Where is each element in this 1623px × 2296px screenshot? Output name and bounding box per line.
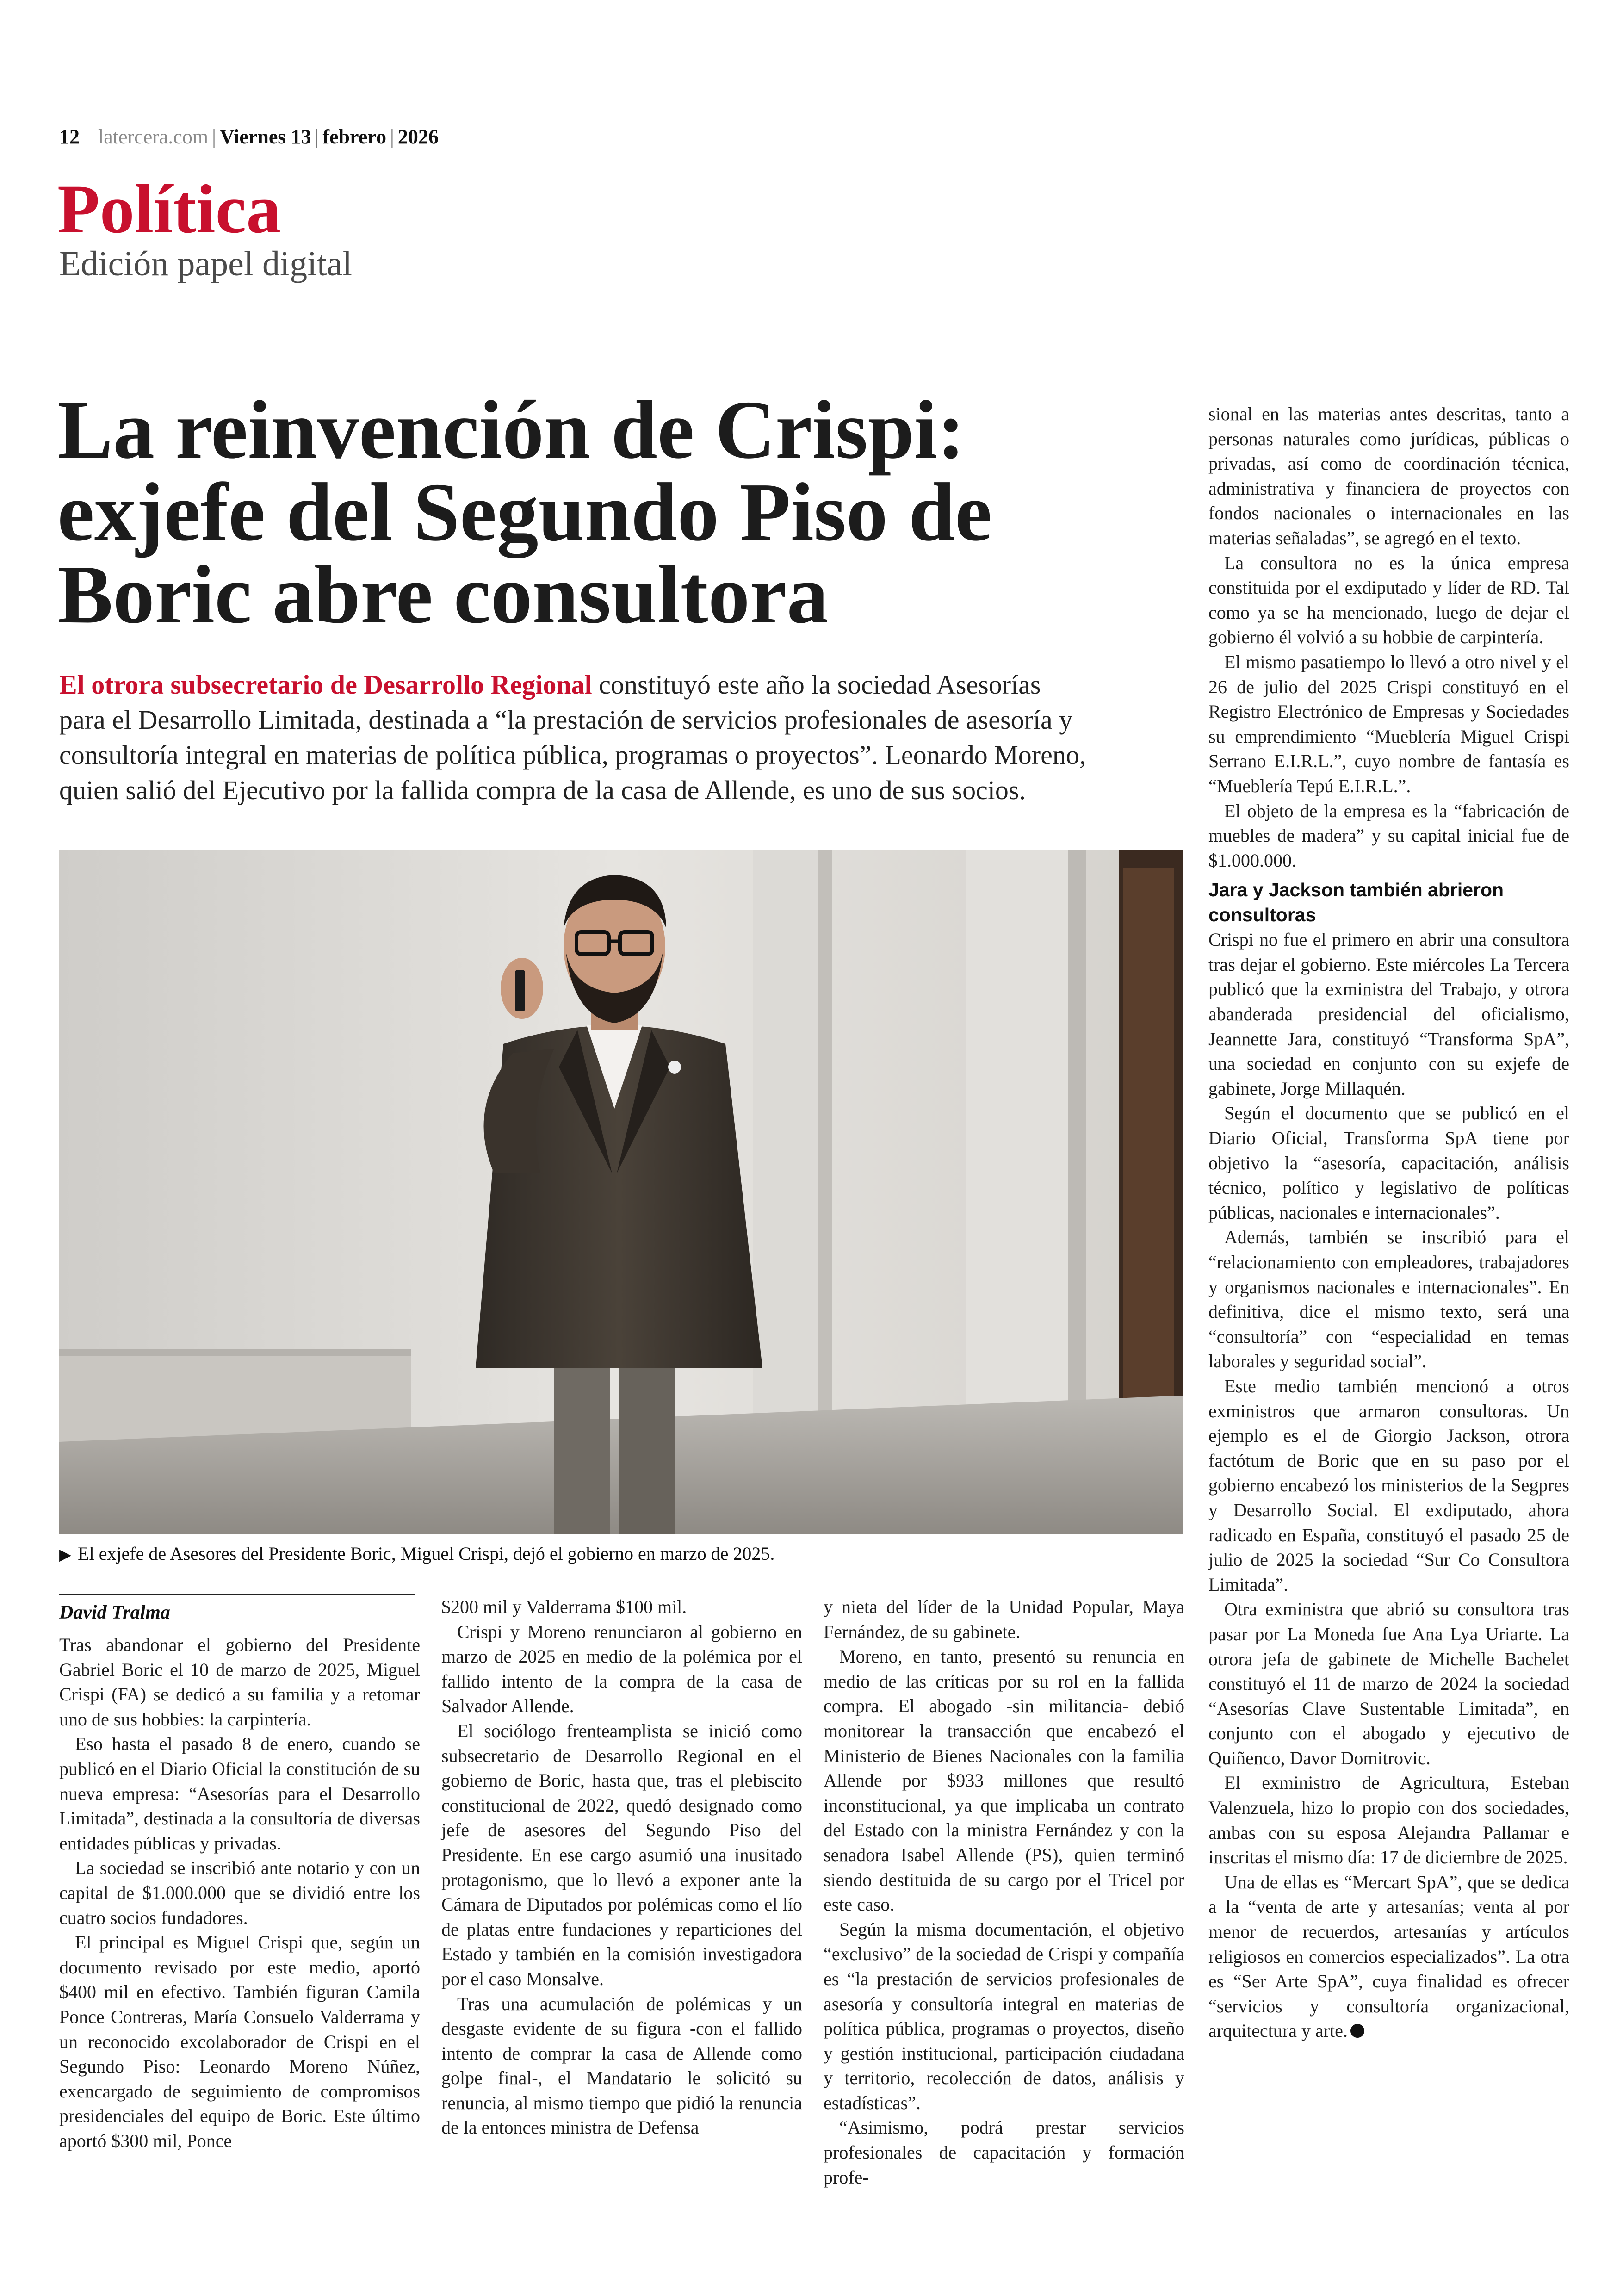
paragraph: Este medio también mencionó a otros exministros que armaron consultoras. Un ejemplo es el de Giorgio Jackson, otrora factótum de Boric que en su paso por el gobierno encabezó los ministerios de la Segpres y Desarrollo Social. El exdiputado, ahora radicado en España, constituyó el pasado 25 de julio de 2025 la sociedad “Sur Co Consultora Limitada”. <box>1208 1375 1569 1595</box>
folio-line <box>59 123 439 151</box>
end-mark-icon <box>1350 2024 1364 2038</box>
body-column-3 <box>824 1595 1184 2190</box>
paragraph: El mismo pasatiempo lo llevó a otro nivel y el 26 de julio del 2025 Crispi constituyó en el Registro Electrónico de Empresas y Sociedades su emprendimiento “Mueblería Miguel Crispi Serrano E.I.R.L.”, cuyo nombre de fantasía es “Mueblería Tepú E.I.R.L.”. <box>1208 651 1569 796</box>
folio-separator: | <box>390 125 394 148</box>
body-column-4 <box>1208 402 1569 2043</box>
deck-lead: El otrora subsecretario de Desarrollo Regional <box>59 670 592 700</box>
paragraph <box>1208 1870 1569 2043</box>
photo-caption <box>59 1541 1183 1568</box>
deck-line: quien salió del Ejecutivo por la fallida compra de la casa de Allende, es uno de sus socios. <box>59 775 1026 805</box>
paragraph: Tras una acumulación de polémicas y un desgaste evidente de su figura -con el fallido intento de comprar la casa de Allende como golpe final-, el Mandatario le solicitó su renuncia, al mismo tiempo que pidió la renuncia de la entonces ministra de Defensa <box>441 1993 802 2138</box>
byline-rule <box>59 1594 415 1595</box>
paragraph: Moreno, en tanto, presentó su renuncia en medio de las críticas por su rol en la fallida compra. El abogado -sin militancia- debió monitorear la transacción que encabezó el Ministerio de Bienes Nacionales con la familia Allende por $933 millones que resultó inconstitucional, ya que implicaba un contrato del Estado con la ministra Fernández y con la senadora Isabel Allende (PS), quien terminó siendo destituida de su cargo por el Tricel por este caso. <box>824 1646 1184 1915</box>
subhead: Jara y Jackson también abrieron consultoras <box>1208 879 1504 926</box>
paragraph: El sociólogo frenteamplista se inició como subsecretario de Desarrollo Regional en el gobierno de Boric, hasta que, tras el plebiscito constitucional de 2022, quedó designado como jefe de asesores del Segundo Piso del Presidente. En ese cargo asumió una inusitado protagonismo, que lo llevó a exponer ante la Cámara de Diputados por polémicas como el lío de platas entre fundaciones y reparticiones del Estado y también en la comisión investigadora por el caso Monsalve. <box>441 1720 802 1989</box>
paragraph: Otra exministra que abrió su consultora tras pasar por La Moneda fue Ana Lya Uriarte. La otrora jefa de gabinete de Michelle Bachelet constituyó el 11 de marzo de 2024 la sociedad “Asesorías Clave Sustentable Limitada”, en conjunto con el abogado y ejecutivo de Quiñenco, Davor Domitrovic. <box>1208 1599 1569 1769</box>
folio-separator: | <box>212 125 216 148</box>
folio-separator: | <box>315 125 319 148</box>
paragraph: $200 mil y Valderrama $100 mil. <box>441 1596 687 1617</box>
paragraph: Crispi no fue el primero en abrir una consultora tras dejar el gobierno. Este miércoles La Tercera publicó que la exministra del Trabajo, y otrora abanderada presidencial del oficialismo, Jeannette Jara, constituyó “Transforma SpA”, una sociedad en conjunto con su exjefe de gabinete, Jorge Millaquén. <box>1208 929 1569 1099</box>
paragraph: y nieta del líder de la Unidad Popular, Maya Fernández, de su gabinete. <box>824 1596 1184 1642</box>
article-headline <box>57 384 1168 640</box>
deck-line: consultoría integral en materias de política pública, programas o proyectos”. Leonardo Moreno, <box>59 740 1086 770</box>
headline-line: La reinvención de Crispi: <box>57 384 965 476</box>
paragraph: Tras abandonar el gobierno del Presidente Gabriel Boric el 10 de marzo de 2025, Miguel Crispi (FA) se dedicó a su familia y a retomar uno de sus hobbies: la carpintería. <box>59 1634 420 1730</box>
article-photo <box>59 850 1183 1534</box>
deck-text: constituyó este año la sociedad Asesorías <box>592 670 1041 700</box>
paragraph: Crispi y Moreno renunciaron al gobierno en marzo de 2025 en medio de la polémica por el fallido intento de la compra de la casa de Salvador Allende. <box>441 1621 802 1717</box>
paragraph: El exministro de Agricultura, Esteban Valenzuela, hizo lo propio con dos sociedades, ambas con su esposa Alejandra Pallamar e inscritas el mismo día: 17 de diciembre de 2025. <box>1208 1772 1569 1868</box>
folio-year: 2026 <box>397 125 439 148</box>
folio-month: febrero <box>322 125 386 148</box>
article-deck <box>59 667 1179 808</box>
headline-line: exjefe del Segundo Piso de <box>57 466 992 558</box>
paragraph: La sociedad se inscribió ante notario y con un capital de $1.000.000 que se dividió entre los cuatro socios fundadores. <box>59 1857 420 1928</box>
section-subtitle: Edición papel digital <box>59 244 353 283</box>
photo-illustration <box>59 850 1183 1534</box>
section-title: Política <box>57 171 281 248</box>
deck-line: para el Desarrollo Limitada, destinada a “la prestación de servicios profesionales de asesoría y <box>59 705 1073 735</box>
caption-text: El exjefe de Asesores del Presidente Boric, Miguel Crispi, dejó el gobierno en marzo de 2025. <box>78 1543 775 1564</box>
paragraph-text: Una de ellas es “Mercart SpA”, que se dedica a la “venta de arte y artesanías; venta al por menor de recuerdos, artesanías y artículos religiosos en comercios especializados”. La otra es “Ser Arte SpA”, cuya finalidad es ofrecer “servicios y consultoría organizacional, arquitectura y arte. <box>1208 1871 1569 2042</box>
paragraph: El objeto de la empresa es la “fabricación de muebles de madera” y su capital inicial fue de $1.000.000. <box>1208 800 1569 871</box>
paragraph: sional en las materias antes descritas, tanto a personas naturales como jurídicas, públicas o privadas, así como de coordinación técnica, administrativa y financiera de proyectos con fondos nacionales o internacionales en las materias señaladas”, se agregó en el texto. <box>1208 403 1569 548</box>
deck-line <box>59 667 1179 702</box>
byline: David Tralma <box>59 1602 170 1623</box>
paragraph: Además, también se inscribió para el “relacionamiento con empleadores, trabajadores y organismos nacionales e internacionales”. En definitiva, dice el mismo texto, será una “consultoría” con “especialidad en temas laborales y seguridad social”. <box>1208 1227 1569 1372</box>
page-number: 12 <box>59 125 80 148</box>
folio-weekday: Viernes 13 <box>219 125 311 148</box>
paragraph: “Asimismo, podrá prestar servicios profesionales de capacitación y formación profe- <box>824 2117 1184 2188</box>
paragraph: Según la misma documentación, el objetivo “exclusivo” de la sociedad de Crispi y compañía es “la prestación de servicios profesionales de asesoría y consultoría integral en materias de política pública, programas o proyectos, diseño y gestión institucional, participación ciudadana y territorio, recolección de datos, análisis y estadísticas”. <box>824 1918 1184 2113</box>
paragraph: La consultora no es la única empresa constituida por el exdiputado y líder de RD. Tal como ya se ha mencionado, luego de dejar el gobierno él volvió a su hobbie de carpintería. <box>1208 552 1569 648</box>
paragraph: El principal es Miguel Crispi que, según un documento revisado por este medio, aportó $400 mil en efectivo. También figuran Camila Ponce Contreras, María Consuelo Valderrama y un reconocido excolaborador de Crispi en el Segundo Piso: Leonardo Moreno Núñez, exencargado de seguimiento de compromisos presidenciales del equipo de Boric. Este último aportó $300 mil, Ponce <box>59 1932 420 2151</box>
paragraph: Eso hasta el pasado 8 de enero, cuando se publicó en el Diario Oficial la constitución de su nueva empresa: “Asesorías para el Desarrollo Limitada”, destinada a la consultoría de diversas entidades públicas y privadas. <box>59 1733 420 1854</box>
body-column-2 <box>441 1595 802 2140</box>
caption-triangle-icon: ▶ <box>59 1546 72 1564</box>
headline-line: Boric abre consultora <box>57 548 829 640</box>
paragraph: Según el documento que se publicó en el Diario Oficial, Transforma SpA tiene por objetivo la “asesoría, capacitación, análisis técnico, político y legislativo de políticas públicas, nacionales e internacionales”. <box>1208 1103 1569 1223</box>
body-column-1 <box>59 1632 420 2153</box>
site-name[interactable]: latercera.com <box>98 125 209 148</box>
